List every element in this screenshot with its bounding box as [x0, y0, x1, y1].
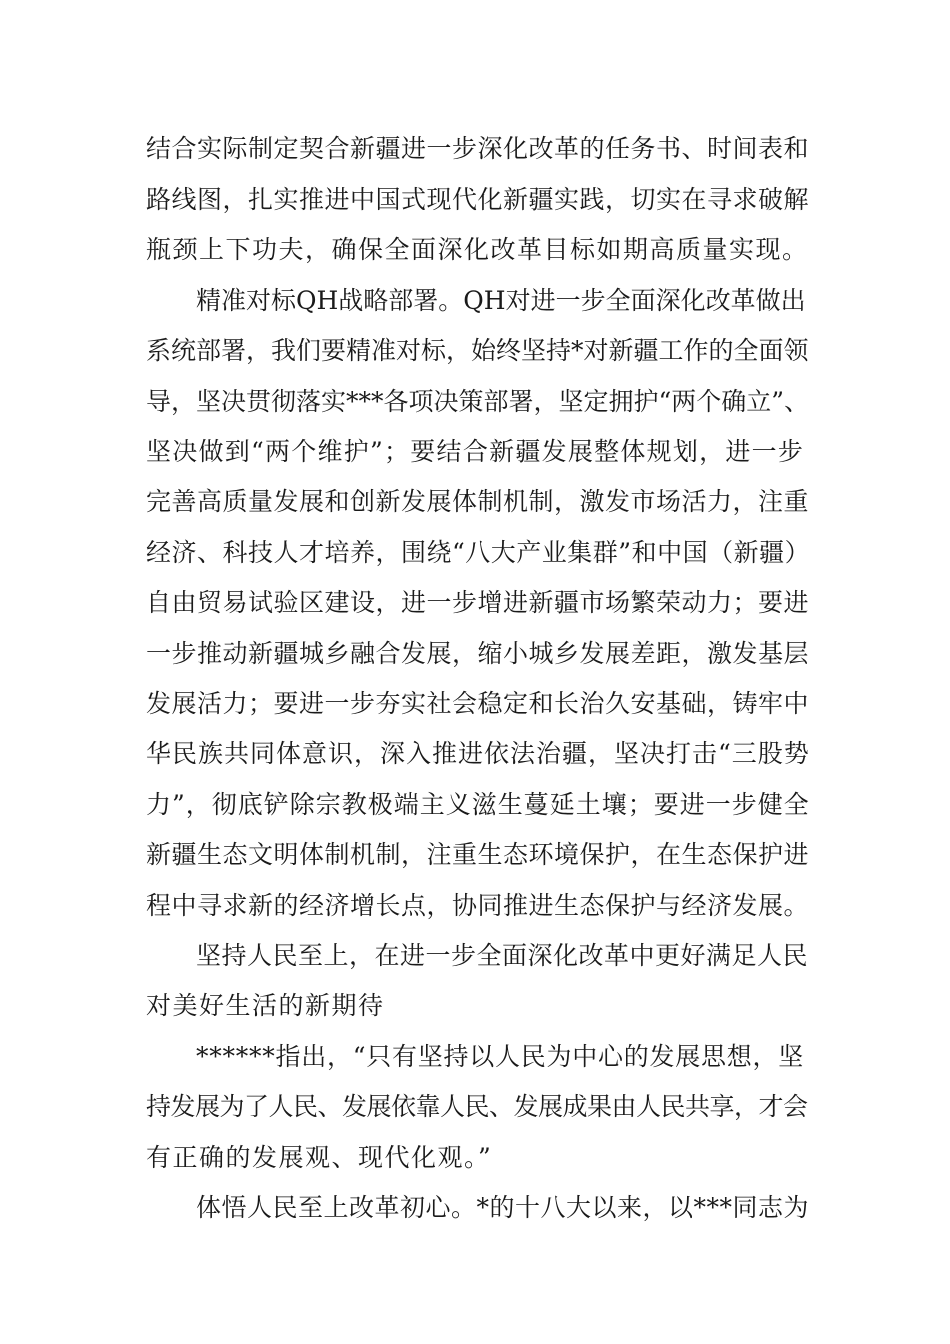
paragraph-line: 发展活力；要进一步夯实社会稳定和长治久安基础，铸牢中	[146, 689, 810, 718]
paragraph-line: 瓶颈上下功夫，确保全面深化改革目标如期高质量实现。	[146, 235, 809, 264]
paragraph-line: 新疆生态文明体制机制，注重生态环境保护，在生态保护进	[146, 840, 810, 869]
paragraph-line: 导，坚决贯彻落实***各项决策部署，坚定拥护“两个确立”、	[146, 387, 810, 416]
paragraph-line: 一步推动新疆城乡融合发展，缩小城乡发展差距，激发基层	[146, 639, 810, 668]
paragraph-line: 系统部署，我们要精准对标，始终坚持*对新疆工作的全面领	[146, 336, 809, 365]
paragraph-line: 对美好生活的新期待	[146, 991, 385, 1020]
paragraph-line: 体悟人民至上改革初心。*的十八大以来，以***同志为	[196, 1193, 810, 1222]
paragraph-line: 程中寻求新的经济增长点，协同推进生态保护与经济发展。	[146, 891, 810, 920]
paragraph-line: 精准对标QH战略部署。QH对进一步全面深化改革做出	[196, 286, 806, 315]
paragraph-line: 华民族共同体意识，深入推进依法治疆，坚决打击“三股势	[146, 739, 810, 768]
paragraph-line: 坚决做到“两个维护”；要结合新疆发展整体规划，进一步	[146, 437, 805, 466]
paragraph-line: 自由贸易试验区建设，进一步增进新疆市场繁荣动力；要进	[146, 588, 810, 617]
paragraph-line: 持发展为了人民、发展依靠人民、发展成果由人民共享，才会	[146, 1092, 808, 1121]
paragraph-line: 有正确的发展观、现代化观。”	[146, 1143, 493, 1172]
paragraph-line: 路线图，扎实推进中国式现代化新疆实践，切实在寻求破解	[146, 185, 810, 214]
paragraph-line: 完善高质量发展和创新发展体制机制，激发市场活力，注重	[146, 487, 810, 516]
paragraph-line: 经济、科技人才培养，围绕“八大产业集群”和中国（新疆）	[146, 538, 811, 567]
paragraph-line: 坚持人民至上，在进一步全面深化改革中更好满足人民	[196, 941, 809, 970]
paragraph-line: 结合实际制定契合新疆进一步深化改革的任务书、时间表和	[146, 134, 810, 163]
paragraph-line: ******指出，“只有坚持以人民为中心的发展思想，坚	[196, 1042, 805, 1071]
paragraph-line: 力”，彻底铲除宗教极端主义滋生蔓延土壤；要进一步健全	[146, 790, 810, 819]
